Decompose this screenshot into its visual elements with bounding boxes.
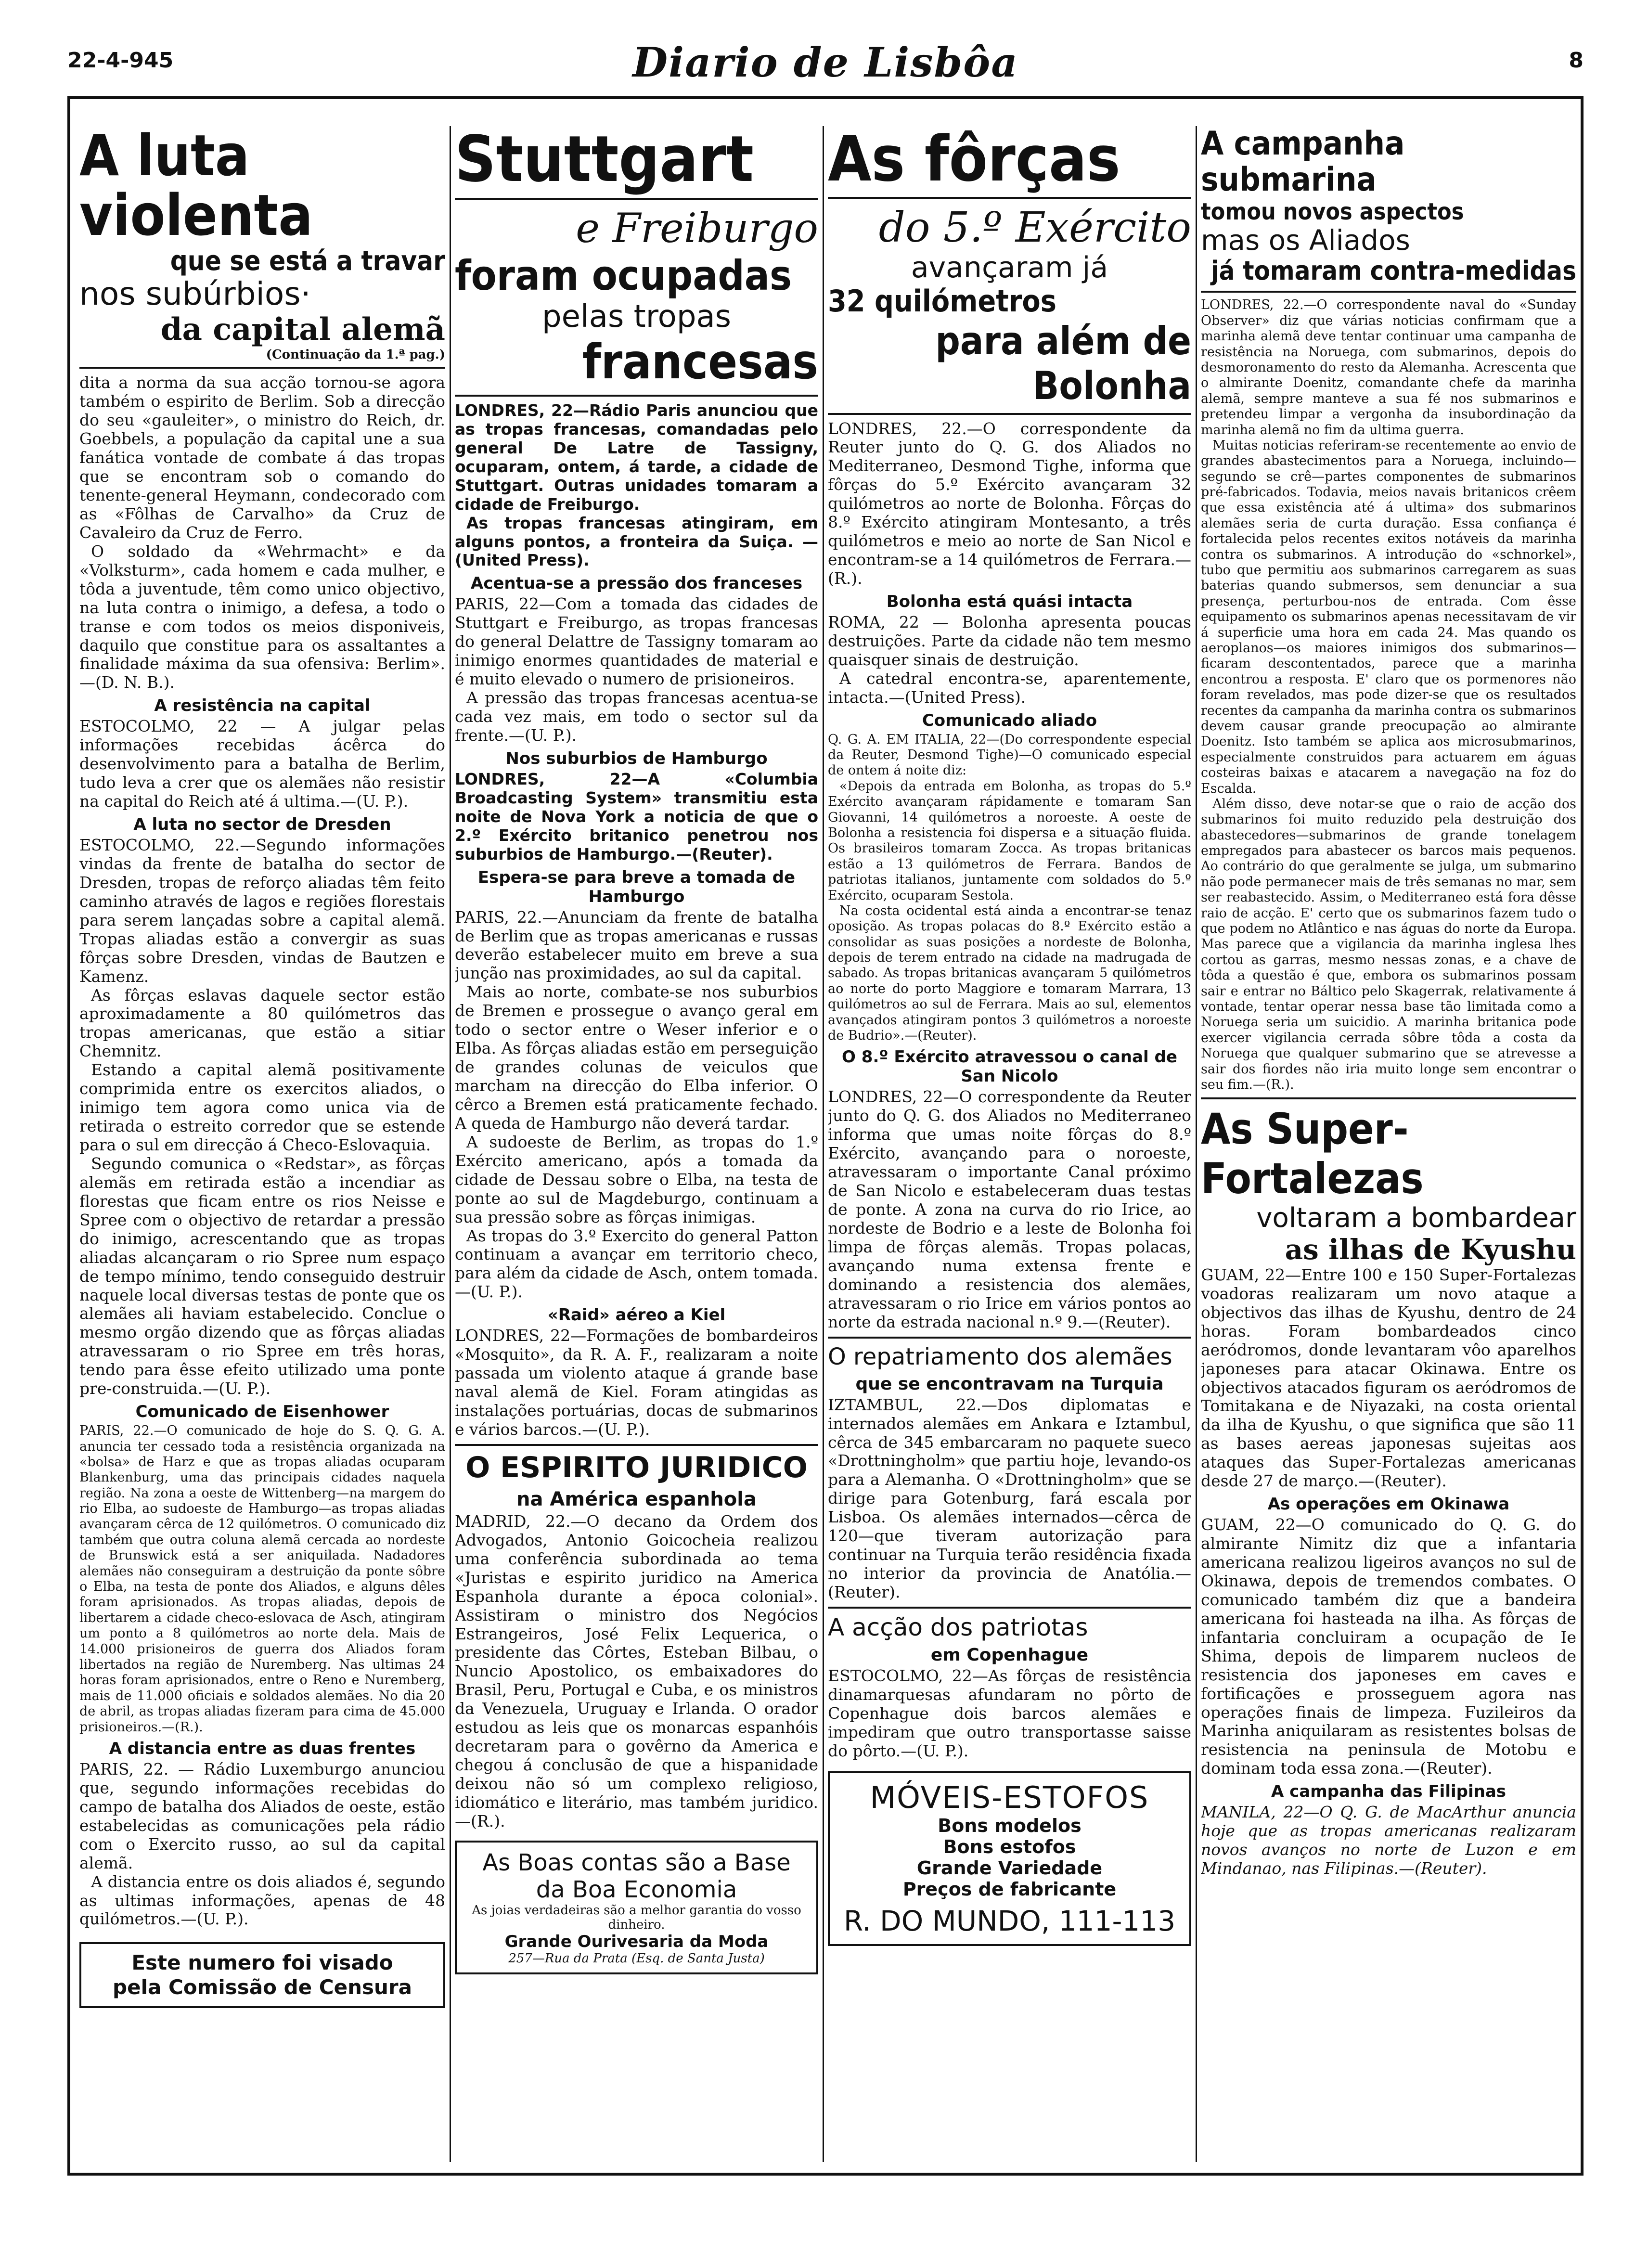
subheading: Espera-se para breve a tomada de Hamburgo — [477, 867, 796, 906]
divider — [455, 198, 818, 200]
paragraph: GUAM, 22—Entre 100 e 150 Super-Fortalezas voadoras realizaram um novo ataque a objectivos das ilhas de Kyushu, dentro de 24 horas. Foram bombardeados cinco aeródromos, donde levantaram vôo aparelhos japoneses para atacar Okinawa. Entre os objectivos atacados figuram os aeródromos de Tomitakana e de Niyazaki, na costa oriental da ilha de Kyushu, o que significa que são 11 as bases aereas japonesas sujeitas aos ataques das Super-Fortalezas americanas desde 27 de março.—(Reuter). — [1201, 1265, 1576, 1491]
jewelry-ad — [455, 1841, 818, 1974]
paragraph: Mais ao norte, combate-se nos suburbios de Bremen e prossegue o avanço geral em todo o sector entre o Weser inferior e o Elba. As fôrças aliadas estão em perseguição de grandes colunas de veiculos que marcham na direcção do Elba inferior. O cêrco a Bremen está praticamente fechado. A queda de Hamburgo não deverá tardar. — [455, 982, 818, 1133]
censorship-line: Este numero foi visado — [131, 1951, 393, 1975]
paragraph: GUAM, 22—O comunicado do Q. G. do almirante Nimitz diz que a infantaria americana realizou ligeiros avanços no sul de Okinawa, depois de tremendos combates. O comunicado também diz que a bandeira americana foi hasteada na ilha. As fôrças de infantaria concluiram a ocupação de Ie Shima, depois de limparem nucleos de resistencia dos japoneses em caves e fortificações e prosseguem agora nas operações finais de limpeza. Fuzileiros da Marinha aniquilaram as resistentes bolsas de resistencia na peninsula de Motobu e dominam toda essa zona.—(Reuter). — [1201, 1515, 1576, 1778]
ad-text: Preços de fabricante — [902, 1878, 1117, 1900]
headline-deck: mas os Aliados — [1201, 223, 1410, 257]
divider — [455, 395, 818, 397]
paragraph: Segundo comunica o «Redstar», as fôrças alemãs em retirada estão a incendiar as florestas que ficam entre os rios Neisse e Spree com o objectivo de retardar a pressão do inimigo, acrescentando que as tropas aliadas alcançaram o rio Spree num espaço de tempo mínimo, tendo conseguido destruir naquele local diversas testas de ponte que os alemães ali haviam estabelecido. Conclue o mesmo orgão dizendo que as fôrças aliadas atravessaram o rio Spree em três horas, tendo para êsse efeito utilizado uma ponte pre-construida.—(U. P.). — [79, 1154, 445, 1398]
paragraph: MANILA, 22—O Q. G. de MacArthur anuncia hoje que as tropas americanas realizaram novos avanços no norte de Luzon e em Mindanao, nas Filipinas.—(Reuter). — [1201, 1803, 1576, 1878]
paragraph: IZTAMBUL, 22.—Dos diplomatas e internados alemães em Ankara e Iztambul, cêrca de 345 embarcaram no paquete sueco «Drottningholm» que partiu hoje, levando-os para a Alemanha. O «Drottningholm» que se dirige para Gotenburg, fará escala por Lisboa. Os alemães internados—cêrca de 120—que tiveram autorização para continuar na Turquia terão residência fixada no interior da provincia de Anatólia.—(Reuter). — [828, 1395, 1191, 1601]
subheading: Comunicado aliado — [922, 710, 1097, 730]
subheading: Bolonha está quási intacta — [886, 592, 1133, 611]
subheading: As operações em Okinawa — [1267, 1495, 1510, 1514]
paragraph: LONDRES, 22—O correspondente da Reuter junto do Q. G. dos Aliados no Mediterraneo informa que umas noite fôrças do 8.º Exército, avançando para o noroeste, atravessaram o importante Canal próximo de San Nicolo e estabeleceram duas testas de ponte. A zona na curva do rio Irice, ao nordeste de Bodrio e a leste de Bolonha foi limpa de fôrças alemãs. Tropas polacas, avançando numa extensa frente e dominando a resistencia dos alemães, atravessaram o rio Irice em vários pontos ao norte da estrada nacional n.º 9.—(Reuter). — [828, 1087, 1191, 1331]
subheading: «Raid» aéreo a Kiel — [547, 1305, 726, 1325]
divider — [455, 1444, 818, 1446]
ad-text: Bons modelos — [938, 1815, 1082, 1836]
headline-deck: tomou novos aspectos — [1201, 198, 1464, 225]
paragraph: PARIS, 22.—O comunicado de hoje do S. Q. G. A. anuncia ter cessado toda a resistência organizada na «bolsa» de Harz e que as tropas aliadas ocuparam Blankenburg, uma das principais cidades naquela região. Na zona a oeste de Wittenberg—na margem do rio Elba, ao sudoeste de Hamburgo—as tropas aliadas avançaram cêrca de 12 quilómetros. O comunicado diz também que outra coluna alemã cercada ao nordeste de Brunswick está a ser aniquilada. Nadadores alemães não conseguiram a destruição da ponte sôbre o Elba, na testa de ponte dos Aliados, e alguns dêles foram aprisionados. As tropas aliadas, depois de libertarem a cidade checo-eslovaca de Asch, atingiram um ponto a 8 quilómetros ao norte dela. Mais de 14.000 prisioneiros de guerra dos Aliados foram libertados na região de Nuremberg. Nas ultimas 24 horas foram aprisionados, entre o Reno e Nuremberg, mais de 11.000 oficiais e soldados alemães. No dia 20 de abril, as tropas aliadas fizeram para cima de 45.000 prisioneiros.—(R.). — [79, 1423, 445, 1735]
headline-deck: já tomaram contra-medidas — [1211, 256, 1576, 286]
ad-headline: MÓVEIS-ESTOFOS — [870, 1779, 1149, 1815]
headline: O repatriamento dos alemães — [828, 1343, 1172, 1370]
headline-deck: 32 quilómetros — [828, 283, 1056, 319]
headline-deck: que se está a travar — [170, 245, 445, 277]
subheading: A campanha das Filipinas — [1271, 1782, 1506, 1802]
ad-headline: da Boa Economia — [536, 1876, 737, 1903]
subheading: A luta no sector de Dresden — [133, 815, 391, 834]
headline: O ESPIRITO JURIDICO — [465, 1450, 808, 1484]
paragraph: Muitas noticias referiram-se recentemente ao envio de grandes abastecimentos para a Noruega, incluindo—segundo se crê—partes componentes de submarinos pré-fabricados. Todavia, meios navais britanicos crêem que essa existência até á ultima» dos submarinos alemães seria de curta duração. Essa confiança é fortalecida pelos recentes exitos notáveis da marinha contra os submarinos. A introdução do «schnorkel», tubo que permitiu aos submarinos carregarem as suas baterias quando submersos, sem denunciar a sua presença, perturbou-nos de entrada. Com êsse equipamento os submarinos apenas necessitavam de vir á superficie uma hora em cada 24. Mas quando os aeroplanos—os maiores inimigos dos submarinos—ficaram descontentados, parece que a marinha encontrou a resposta. E' claro que os pormenores não foram revelados, mas pode dizer-se que os resultados recentes da campanha da marinha contra os submarinos devem causar grande preocupação ao almirante Doenitz. Isto também se aplica aos microsubmarinos, especialmente construidos para actuarem em águas costeiras baixas e atacarem a navegação na foz do Escalda. — [1201, 438, 1576, 796]
paragraph: O soldado da «Wehrmacht» e da «Volksturm», cada homem e cada mulher, e tôda a juventude, têm como unico objectivo, na luta contra o inimigo, a defesa, a todo o transe e com todos os meios disponiveis, daquilo que constitue para os assaltantes a finalidade máxima da sua ofensiva: Berlim».—(D. N. B.). — [79, 541, 445, 692]
subheading: Comunicado de Eisenhower — [135, 1402, 389, 1422]
headline: Stuttgart — [455, 126, 754, 196]
subheading: que se encontravam na Turquia — [855, 1374, 1164, 1394]
column-rule — [450, 126, 451, 2162]
subheading: em Copenhague — [930, 1645, 1089, 1665]
headline-deck: para além de Bolonha — [935, 318, 1191, 408]
divider — [1201, 1097, 1576, 1099]
ad-address: R. DO MUNDO, 111-113 — [843, 1904, 1176, 1937]
ad-company: Grande Ourivesaria da Moda — [504, 1932, 769, 1951]
ad-text: Bons estofos — [943, 1836, 1076, 1857]
ad-text: Grande Variedade — [916, 1857, 1103, 1879]
page-number: 8 — [1569, 48, 1584, 73]
censorship-notice — [79, 1942, 445, 2008]
paragraph: ESTOCOLMO, 22 — A julgar pelas informações recebidas ácêrca do desenvolvimento para a batalha de Berlim, tudo leva a crer que os alemães não resistir na capital do Reich até á ultima.—(U. P.). — [79, 717, 445, 811]
headline: A luta violenta — [79, 126, 313, 248]
paragraph: LONDRES, 22—A «Columbia Broadcasting System» transmitiu esta noite de Nova York a noticia de que o 2.º Exército britanico penetrou nos suburbios de Hamburgo.—(Reuter). — [455, 769, 818, 863]
subheading: Acentua-se a pressão dos franceses — [470, 574, 803, 593]
censorship-line: pela Comissão de Censura — [113, 1975, 412, 1999]
headline: A acção dos patriotas — [828, 1613, 1088, 1641]
paragraph: PARIS, 22—Com a tomada das cidades de Stuttgart e Freiburgo, as tropas francesas do general Delattre de Tassigny tomaram ao inimigo enormes quantidades de material e é muito elevado o numero de prisioneiros. — [455, 594, 818, 689]
furniture-ad — [828, 1771, 1191, 1946]
issue-date: 22-4-945 — [67, 48, 174, 73]
subheading: O 8.º Exército atravessou o canal de San Nicolo — [842, 1047, 1177, 1086]
lead-paragraph: As tropas francesas atingiram, em alguns pontos, a fronteira da Suiça. —(United Press). — [455, 513, 818, 570]
paragraph: ESTOCOLMO, 22.—Segundo informações vindas da frente de batalha do sector de Dresden, tropas de reforço aliadas têm feito caminho através de lagos e regiões florestais para serem lançadas sobre a capital alemã. Tropas aliadas estão a convergir as suas fôrças sobre Dresden, vindas de Bautzen e Kamenz. — [79, 836, 445, 986]
ad-headline: As Boas contas são a Base — [482, 1849, 791, 1876]
lead-paragraph: LONDRES, 22—Rádio Paris anunciou que as tropas francesas, comandadas pelo general De Latre de Tassigny, ocuparam, ontem, á tarde, a cidade de Stuttgart. Outras unidades tomaram a cidade de Freiburgo. — [455, 400, 818, 514]
column-4 — [1201, 126, 1576, 2162]
paragraph: As tropas do 3.º Exercito do general Patton continuam a avançar em territorio checo, para além da cidade de Asch, ontem tomada.—(U. P.). — [455, 1226, 818, 1302]
paragraph: ROMA, 22 — Bolonha apresenta poucas destruições. Parte da cidade não tem mesmo quaisquer sinais de destruição. — [828, 612, 1191, 669]
subheading: A distancia entre as duas frentes — [109, 1739, 416, 1758]
divider — [828, 197, 1191, 199]
paragraph: A catedral encontra-se, aparentemente, intacta.—(United Press). — [828, 669, 1191, 707]
paragraph: «Depois da entrada em Bolonha, as tropas do 5.º Exército avançaram rápidamente e tomaram San Giovanni, 14 quilómetros a noroeste. A oeste de Bolonha a resistencia foi dispersa e a situação fluida. Os brasileiros tomaram Zocca. As tropas britanicas estão a 13 quilómetros de Ferrara. Bandos de patriotas italianos, juntamente com soldados do 5.º Exército, ocuparam Sestola. — [828, 778, 1191, 903]
paragraph: LONDRES, 22—Formações de bombardeiros «Mosquito», da R. A. F., realizaram a noite passada um violento ataque á grande base naval alemã de Kiel. Foram atingidas as instalações portuárias, docas de submarinos e vários barcos.—(U. P.). — [455, 1326, 818, 1439]
headline-deck: do 5.º Exército — [878, 203, 1191, 252]
headline: As Super-Fortalezas — [1201, 1104, 1424, 1204]
divider — [79, 367, 445, 369]
column-rule — [1196, 126, 1197, 2162]
paragraph: Além disso, deve notar-se que o raio de acção dos submarinos foi muito reduzido pela destruição dos abastecedores—submarinos de grande tonelagem empregados para abastecer os barcos mais pequenos. Ao contrário do que geralmente se julga, um submarino não pode permanecer mais de três semanas no mar, sem ser reabastecido. Assim, o Mediterraneo está fora dêsse raio de acção. E' certo que os submarinos fazem tudo o que podem no Atlântico e nas águas do norte da Europa. Mas parece que a vigilancia da marinha inglesa lhes cortou as garras, mesmo nessas zonas, e a chave de tôda a questão é que, embora os submarinos possam sair e entrar no Báltico pelo Skagerrak, relativamente á vontade, tentar operar nessa base tão limitada como a Noruega seria um suicidio. A marinha britanica pode exercer vigilancia cerrada sôbre tôda a costa da Noruega que qualquer submarino que se atrevesse a sair dos fiordes não iria muito longe sem encontrar o seu fim.—(R.). — [1201, 796, 1576, 1092]
headline-deck: e Freiburgo — [576, 204, 818, 252]
column-2 — [455, 126, 818, 2162]
headline-deck: foram ocupadas — [455, 251, 792, 300]
divider — [828, 1607, 1191, 1609]
headline-deck: as ilhas de Kyushu — [1285, 1233, 1576, 1266]
paragraph: LONDRES, 22.—O correspondente naval do «Sunday Observer» diz que várias noticias confirmam que a marinha alemã deve tentar continuar uma campanha de resistência na Noruega, com submarinos, depois do desmoronamento do resto da Alemanha. Acrescenta que o almirante Doenitz, comandante chefe da marinha alemã, sempre manteve a sua fé nos submarinos e pretendeu limpar a vergonha da insubordinação da marinha alemã no fim da ultima guerra. — [1201, 297, 1576, 438]
headline-deck: francesas — [582, 333, 818, 390]
subheading: Nos suburbios de Hamburgo — [505, 748, 768, 768]
headline: As fôrças — [828, 126, 1120, 195]
column-1 — [79, 126, 445, 2162]
paragraph: MADRID, 22.—O decano da Ordem dos Advogados, Antonio Goicocheia realizou uma conferência subordinada ao tema «Juristas e espirito juridico na America Espanhola durante a época colonial». Assistiram o ministro dos Negócios Estrangeiros, José Felix Lequerica, o presidente das Côrtes, Esteban Bilbau, o Nuncio Apostolico, os embaixadores do Brasil, Peru, Portugal e Cuba, e os ministros da Venezuela, Uruguay e Irlanda. O orador estudou as leis que os monarcas espanhóis decretaram para o govêrno da America e chegou á conclusão de que a hispanidade deixou não só um complexo religioso, idiomático e literário, mas também juridico.—(R.). — [455, 1511, 818, 1830]
headline-deck: nos subúrbios· — [79, 275, 311, 312]
headline-deck: avançaram já — [911, 250, 1108, 284]
paragraph: PARIS, 22.—Anunciam da frente de batalha de Berlim que as tropas americanas e russas deverão estabelecer muito em breve a sua junção nas proximidades, ao sul da capital. — [455, 907, 818, 983]
headline: A campanha submarina — [1201, 126, 1405, 199]
ad-address: 257—Rua da Prata (Esq. de Santa Justa) — [508, 1951, 765, 1966]
subheading: na América espanhola — [516, 1488, 757, 1510]
newspaper-title: Diario de Lisbôa — [632, 39, 1018, 86]
headline-deck: voltaram a bombardear — [1256, 1202, 1576, 1234]
column-3 — [828, 126, 1191, 2162]
paragraph: LONDRES, 22.—O correspondente da Reuter junto do Q. G. dos Aliados no Mediterraneo, Desmond Tighe, informa que fôrças do 5.º Exército avançaram 32 quilómetros ao norte de Bolonha. Fôrças do 8.º Exército atingiram Montesanto, a três quilómetros e meio ao norte de San Nicol e encontram-se a 14 quilómetros de Ferrara.—(R.). — [828, 419, 1191, 588]
divider — [828, 413, 1191, 415]
masthead — [67, 29, 1584, 96]
ad-text: As joias verdadeiras são a melhor garantia do vosso dinheiro. — [472, 1903, 801, 1932]
paragraph: dita a norma da sua acção tornou-se agora também o espirito de Berlim. Sob a direcção do seu «gauleiter», o ministro do Reich, dr. Goebbels, a população da capital une a sua fanática vontade de combate á das tropas que se encontram sob o comando do tenente-general Heymann, condecorado com as «Fôlhas de Carvalho» da Cruz de Cavaleiro da Cruz de Ferro. — [79, 373, 445, 542]
paragraph: Estando a capital alemã positivamente comprimida entre os exercitos aliados, o inimigo tem agora como unica via de retirada o estreito corredor que se estende para o sul em direcção á Checo-Eslovaquia. — [79, 1060, 445, 1154]
paragraph: A pressão das tropas francesas acentua-se cada vez mais, em todo o sector sul da frente.—(U. P.). — [455, 688, 818, 745]
column-rule — [823, 126, 824, 2162]
continuation-note: (Continuação da 1.ª pag.) — [266, 348, 445, 362]
paragraph: As fôrças eslavas daquele sector estão aproximadamente a 80 quilómetros das tropas americanas, que estão a sitiar Chemnitz. — [79, 985, 445, 1061]
paragraph: ESTOCOLMO, 22—As fôrças de resistência dinamarquesas afundaram no pôrto de Copenhague dois barcos alemães e impediram que outro transportasse saisse do pôrto.—(U. P.). — [828, 1666, 1191, 1760]
paragraph: Na costa ocidental está ainda a encontrar-se tenaz oposição. As tropas polacas do 8.º Exército estão a consolidar as suas posições a nordeste de Bolonha, depois de terem entrado na cidade na madrugada de sabado. As tropas britanicas avançaram 5 quilómetros ao norte do porto Maggiore e tomaram Marrara, 13 quilómetros ao sul de Ferrara. Mais ao sul, elementos avançados atingiram pontos 3 quilómetros a noroeste de Budrio».—(Reuter). — [828, 903, 1191, 1044]
headline-deck: da capital alemã — [160, 311, 445, 348]
paragraph: PARIS, 22. — Rádio Luxemburgo anunciou que, segundo informações recebidas do campo de batalha dos Aliados de oeste, estão estabelecidas as comunicações pela rádio com o Exercito russo, ao sul da capital alemã. — [79, 1759, 445, 1872]
paragraph: A sudoeste de Berlim, as tropas do 1.º Exército americano, após a tomada da cidade de Dessau sobre o Elba, na testa de ponte ao sul de Magdeburgo, continuam a sua pressão sobre as fôrças inimigas. — [455, 1132, 818, 1226]
divider — [828, 1337, 1191, 1339]
subheading: A resistência na capital — [154, 696, 371, 716]
paragraph: A distancia entre os dois aliados é, segundo as ultimas informações, apenas de 48 quilómetros.—(U. P.). — [79, 1872, 445, 1929]
headline-deck: pelas tropas — [541, 298, 732, 335]
divider — [1201, 291, 1576, 293]
paragraph: Q. G. A. EM ITALIA, 22—(Do correspondente especial da Reuter, Desmond Tighe)—O comunicado especial de ontem á noite diz: — [828, 732, 1191, 778]
